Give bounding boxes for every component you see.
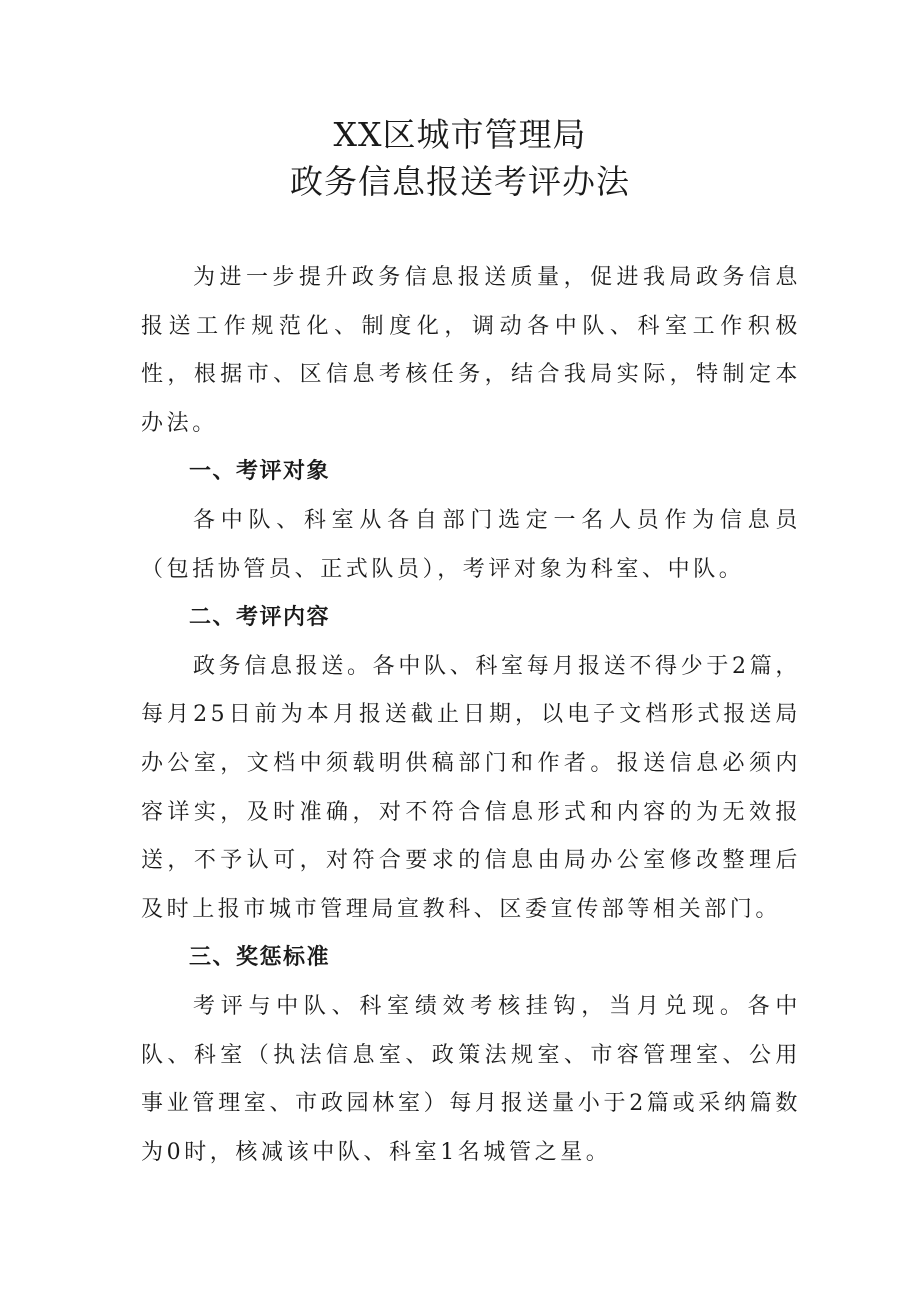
document-body [141,254,801,1177]
section-text-2: 政务信息报送。各中队、科室每月报送不得少于2篇，每月25日前为本月报送截止日期，以电子文档形式报送局办公室，文档中须载明供稿部门和作者。报送信息必须内容详实，及时准确，对不符合信息形式和内容的为无效报送，不予认可，对符合要求的信息由局办公室修改整理后及时上报市城市管理局宣教科、区委宣传部等相关部门。 [141,653,801,922]
section-heading-1: 一、考评对象 [189,459,331,485]
intro-paragraph: 为进一步提升政务信息报送质量，促进我局政务信息报送工作规范化、制度化，调动各中队、科室工作积极性，根据市、区信息考核任务，结合我局实际，特制定本办法。 [141,265,801,436]
section-heading-2: 二、考评内容 [189,605,331,631]
section-text-3: 考评与中队、科室绩效考核挂钩，当月兑现。各中队、科室（执法信息室、政策法规室、市容管理室、公用事业管理室、市政园林室）每月报送量小于2篇或采纳篇数为0时，核减该中队、科室1名城管之星。 [141,993,801,1165]
document-title-line1: XX区城市管理局 [333,115,587,154]
section-text-1: 各中队、科室从各自部门选定一名人员作为信息员（包括协管员、正式队员），考评对象为科室、中队。 [141,507,801,582]
section-heading-3: 三、奖惩标准 [189,945,331,971]
document-title-line2: 政务信息报送考评办法 [290,162,630,201]
